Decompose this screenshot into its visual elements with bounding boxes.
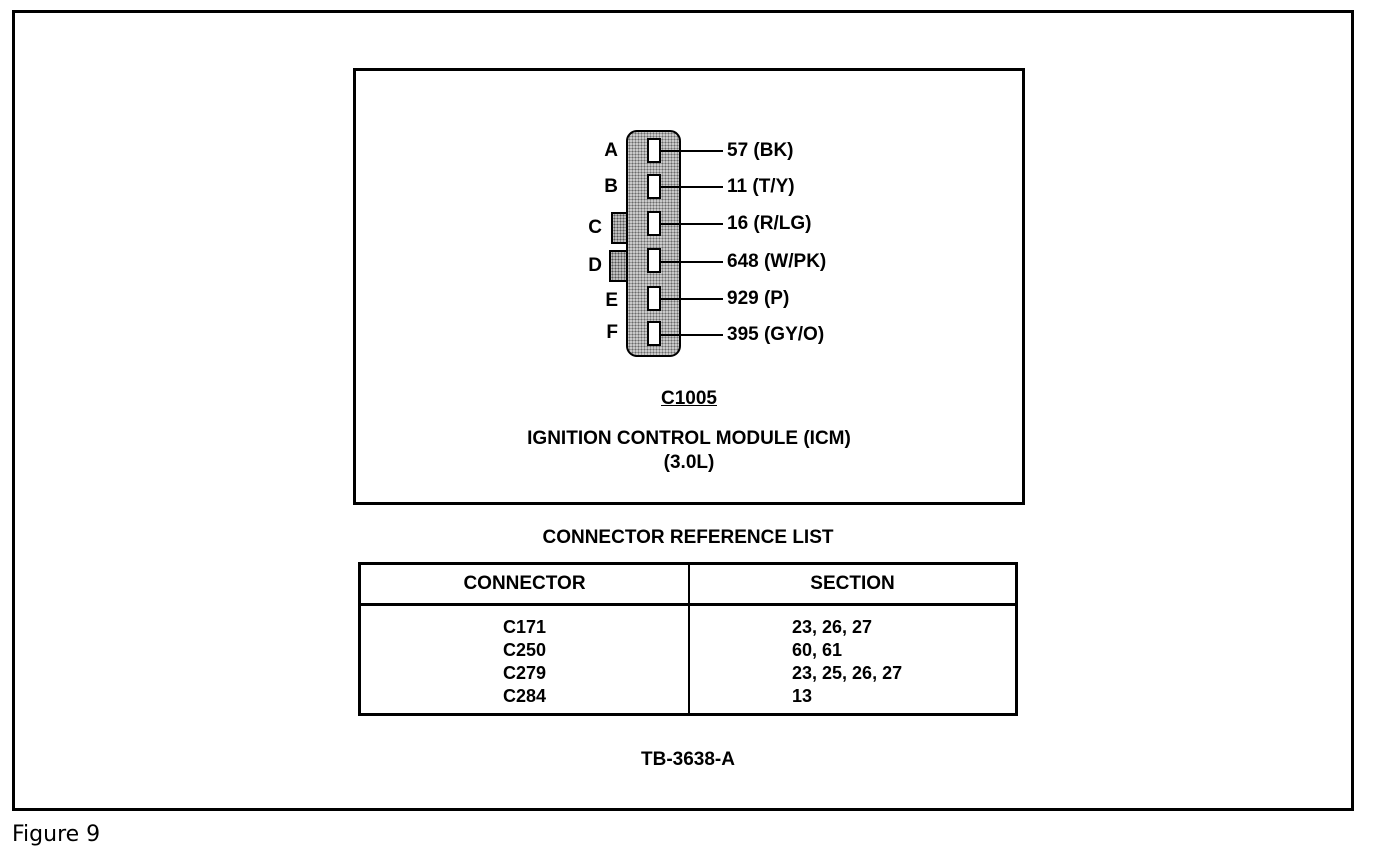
module-name: IGNITION CONTROL MODULE (ICM) <box>527 428 851 449</box>
pin-letter-a: A <box>604 140 618 161</box>
section-column <box>689 605 1017 715</box>
pin-d-terminal <box>647 248 661 273</box>
pin-letter-d: D <box>588 255 602 276</box>
leader-line-b <box>661 186 723 188</box>
pin-letter-b: B <box>604 176 618 197</box>
connector-column <box>360 605 690 715</box>
drawing-id: TB-3638-A <box>641 749 735 770</box>
table-body-row <box>360 605 1017 715</box>
header-connector: CONNECTOR <box>360 564 690 605</box>
engine-size: (3.0L) <box>663 452 715 473</box>
wire-label-f: 395 (GY/O) <box>727 324 825 345</box>
wire-label-c: 16 (R/LG) <box>727 213 812 234</box>
section-cell: 23, 25, 26, 27 <box>792 663 903 683</box>
wire-label-d: 648 (W/PK) <box>727 251 827 272</box>
connector-id-heading <box>353 388 1025 410</box>
connector-id: C1005 <box>661 388 717 409</box>
pin-b-terminal <box>647 174 661 199</box>
pin-a-terminal <box>647 138 661 163</box>
leader-line-e <box>661 298 723 300</box>
wire-label-e: 929 (P) <box>727 288 790 309</box>
connector-cell: C250 <box>502 640 547 660</box>
leader-line-a <box>661 150 723 152</box>
connector-cell: C279 <box>502 663 547 683</box>
connector-key-lower <box>609 250 628 282</box>
wire-label-b: 11 (T/Y) <box>727 176 795 197</box>
connector-reference-table <box>358 562 1018 716</box>
pin-letter-f: F <box>606 322 618 343</box>
pin-e-terminal <box>647 286 661 311</box>
pin-c-terminal <box>647 211 661 236</box>
section-cell: 13 <box>792 686 813 706</box>
section-cell: 23, 26, 27 <box>792 617 873 637</box>
pin-f-terminal <box>647 321 661 346</box>
table-header-row <box>360 564 1017 605</box>
connector-cell: C171 <box>502 617 547 637</box>
wire-label-a: 57 (BK) <box>727 140 794 161</box>
leader-line-d <box>661 261 723 263</box>
reference-list-title: CONNECTOR REFERENCE LIST <box>542 527 834 548</box>
connector-key-upper <box>611 212 628 244</box>
section-cell: 60, 61 <box>792 640 843 660</box>
connector-cell: C284 <box>502 686 547 706</box>
pin-letter-c: C <box>588 217 602 238</box>
pin-letter-e: E <box>605 290 618 311</box>
leader-line-f <box>661 334 723 336</box>
leader-line-c <box>661 223 723 225</box>
figure-caption: Figure 9 <box>12 822 101 847</box>
header-section: SECTION <box>689 564 1017 605</box>
